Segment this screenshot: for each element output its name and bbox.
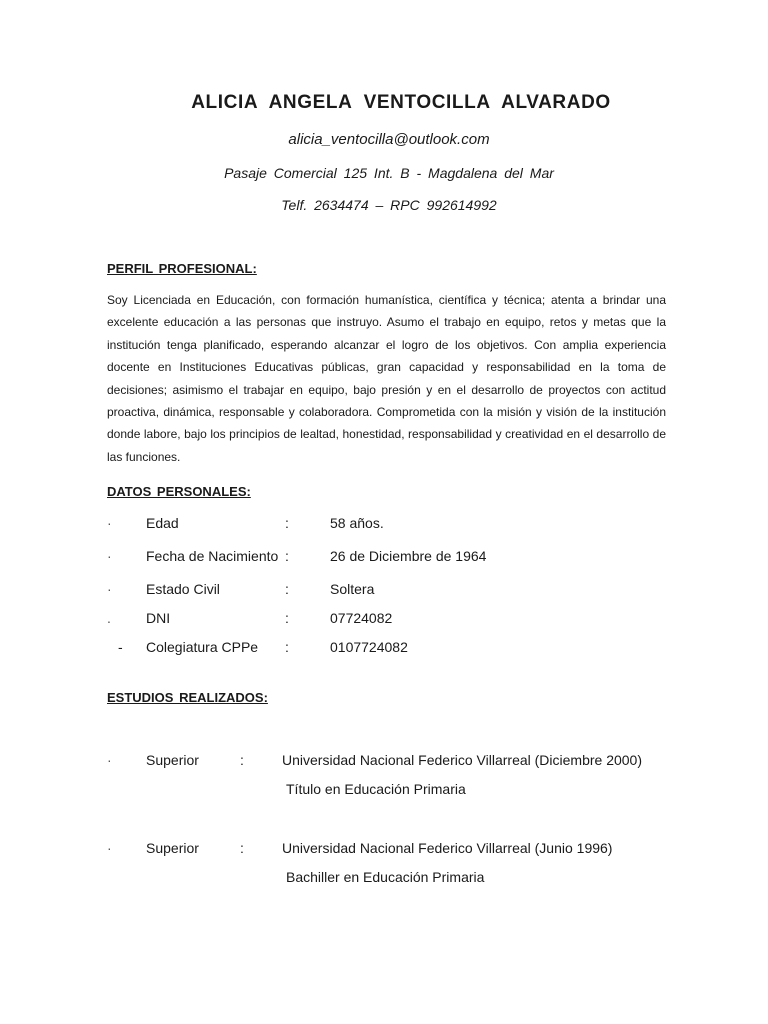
list-bullet: · xyxy=(107,581,112,597)
section-title-estudios: ESTUDIOS REALIZADOS: xyxy=(107,690,268,705)
datos-colon: : xyxy=(285,515,289,531)
datos-value: 58 años. xyxy=(330,515,384,531)
phone-numbers: Telf. 2634474 – RPC 992614992 xyxy=(281,197,497,213)
datos-value: Soltera xyxy=(330,581,375,597)
section-title-datos: DATOS PERSONALES: xyxy=(107,484,251,499)
list-bullet: · xyxy=(107,752,112,768)
list-bullet: · xyxy=(107,840,112,856)
datos-label: Estado Civil xyxy=(146,581,220,597)
perfil-paragraph: Soy Licenciada en Educación, con formación humanística, científica y técnica; atenta a brindar una excelente educación a las personas que instruyo. Asumo el trabajo en equipo, retos y metas que la institución tenga planificado, esperando alcanzar el logro de los objetivos. Con amplia experiencia docente en Instituciones Educativas públicas, gran capacidad y responsabilidad en la toma de decisiones; asimismo el trabajar en equipo, bajo presión y en el desarrollo de proyectos con actitud proactiva, dinámica, responsable y colaboradora. Comprometida con la misión y visión de la institución donde labore, bajo los principios de lealtad, honestidad, responsabilidad y creatividad en el desarrollo de las funciones. xyxy=(107,293,666,464)
datos-colon: : xyxy=(285,548,289,564)
section-title-perfil: PERFIL PROFESIONAL: xyxy=(107,261,257,276)
datos-label: Colegiatura CPPe xyxy=(146,639,259,655)
datos-colon: : xyxy=(285,610,289,626)
datos-label: Edad xyxy=(146,515,179,531)
list-bullet: · xyxy=(107,548,112,564)
list-bullet: . xyxy=(107,610,111,626)
datos-label: DNI xyxy=(146,610,171,626)
estudio-colon: : xyxy=(240,752,244,768)
email-address: alicia_ventocilla@outlook.com xyxy=(288,131,490,148)
datos-colon: : xyxy=(285,581,289,597)
estudio-level: Superior xyxy=(146,840,199,856)
estudio-institution: Universidad Nacional Federico Villarreal (Diciembre 2000) xyxy=(282,752,643,768)
list-bullet: · xyxy=(107,515,112,531)
list-dash: - xyxy=(118,639,123,655)
datos-value: 26 de Diciembre de 1964 xyxy=(330,548,487,564)
datos-label: Fecha de Nacimiento xyxy=(146,548,279,564)
candidate-name: ALICIA ANGELA VENTOCILLA ALVARADO xyxy=(191,92,611,113)
datos-value: 0107724082 xyxy=(330,639,408,655)
estudio-level: Superior xyxy=(146,752,199,768)
estudio-degree: Bachiller en Educación Primaria xyxy=(286,869,485,885)
estudio-colon: : xyxy=(240,840,244,856)
datos-value: 07724082 xyxy=(330,610,393,626)
datos-colon: : xyxy=(285,639,289,655)
postal-address: Pasaje Comercial 125 Int. B - Magdalena del Mar xyxy=(224,165,554,181)
estudio-degree: Título en Educación Primaria xyxy=(286,781,466,797)
estudio-institution: Universidad Nacional Federico Villarreal (Junio 1996) xyxy=(282,840,613,856)
